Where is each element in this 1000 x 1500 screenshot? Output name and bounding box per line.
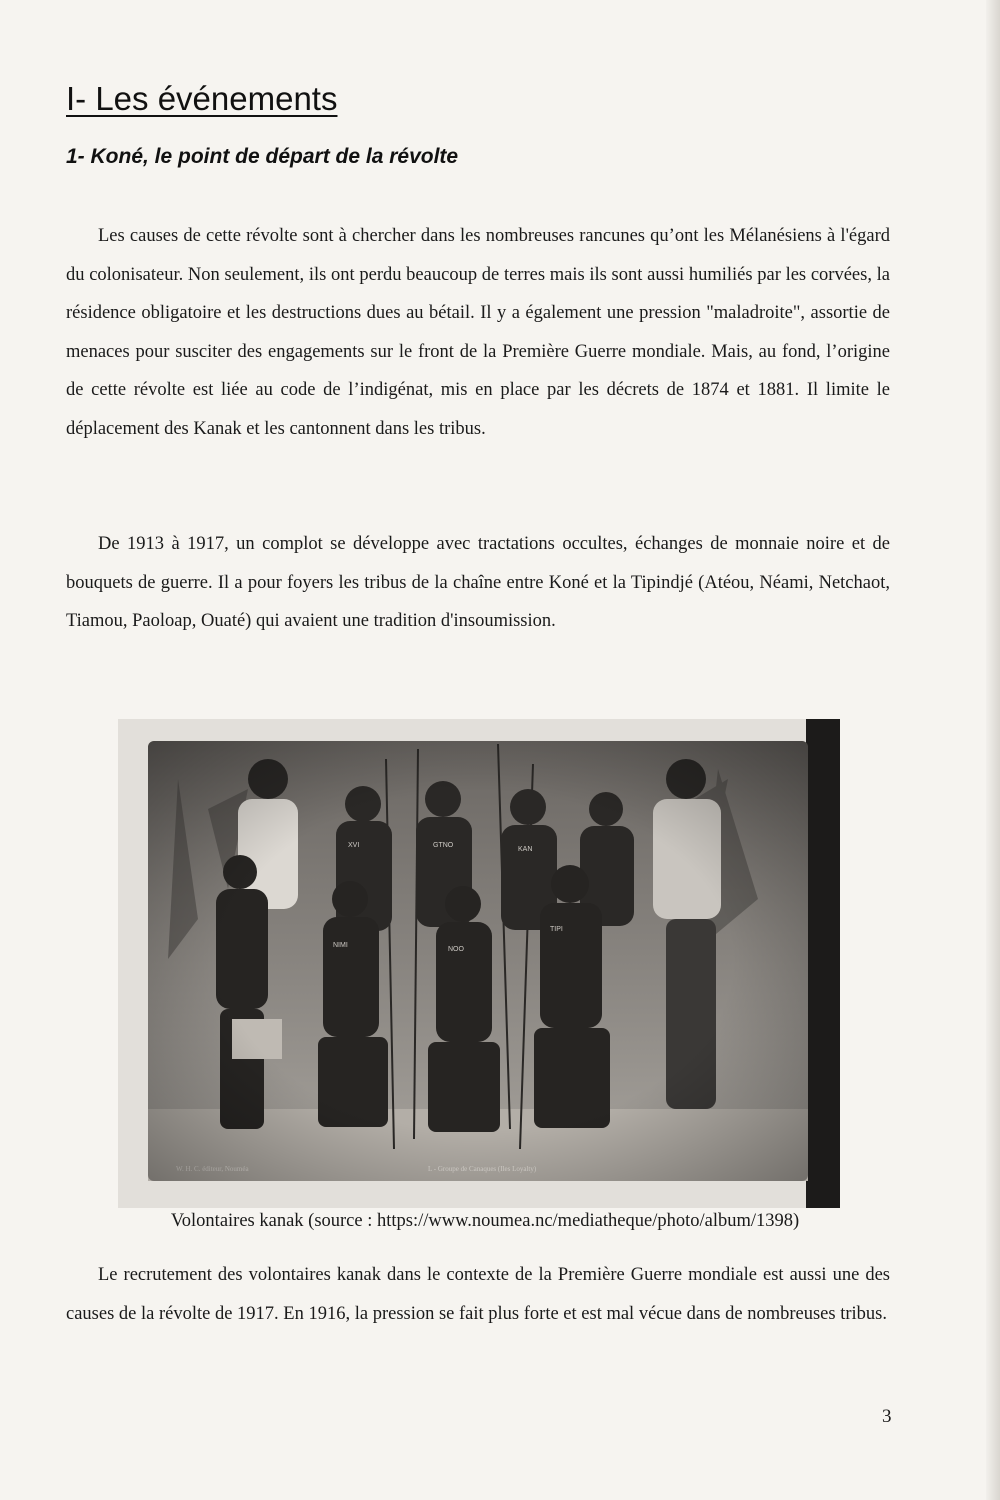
page-number: 3 [882,1406,892,1427]
paragraph-complot: De 1913 à 1917, un complot se développe avec tractations occultes, échanges de monnaie noire et de bouquets de guerre. Il a pour foyers les tribus de la chaîne entre Koné et la Tipindjé (Atéou, Néami, Netchaot, Tiamou, Paoloap, Ouaté) qui avaient une tradition d'insoumission. [66,534,890,631]
paragraph-recrutement: Le recrutement des volontaires kanak dans le contexte de la Première Guerre mondiale est aussi une des causes de la révolte de 1917. En 1916, la pression se fait plus forte et est mal vécue dans de nombreuses tribus. [66,1265,890,1324]
photo-volontaires-kanak [118,719,840,1208]
paragraph-causes: Les causes de cette révolte sont à chercher dans les nombreuses rancunes qu’ont les Mélanésiens à l'égard du colonisateur. Non seulement, ils ont perdu beaucoup de terres mais ils sont aussi humiliés par les corvées, la résidence obligatoire et les destructions dues au bétail. Il y a également une pression "maladroite", assortie de menaces pour susciter des engagements sur le front de la Première Guerre mondiale. Mais, au fond, l’origine de cette révolte est liée au code de l’indigénat, mis en place par les décrets de 1874 et 1881. Il limite le déplacement des Kanak et les cantonnent dans les tribus. [66,226,890,439]
section-title: I- Les événements [66,80,338,117]
page-spine-shadow [986,0,1000,1500]
figure-caption: Volontaires kanak (source : https://www.noumea.nc/mediatheque/photo/album/1398) [170,1211,800,1231]
subsection-title: 1- Koné, le point de départ de la révolte [66,145,459,168]
